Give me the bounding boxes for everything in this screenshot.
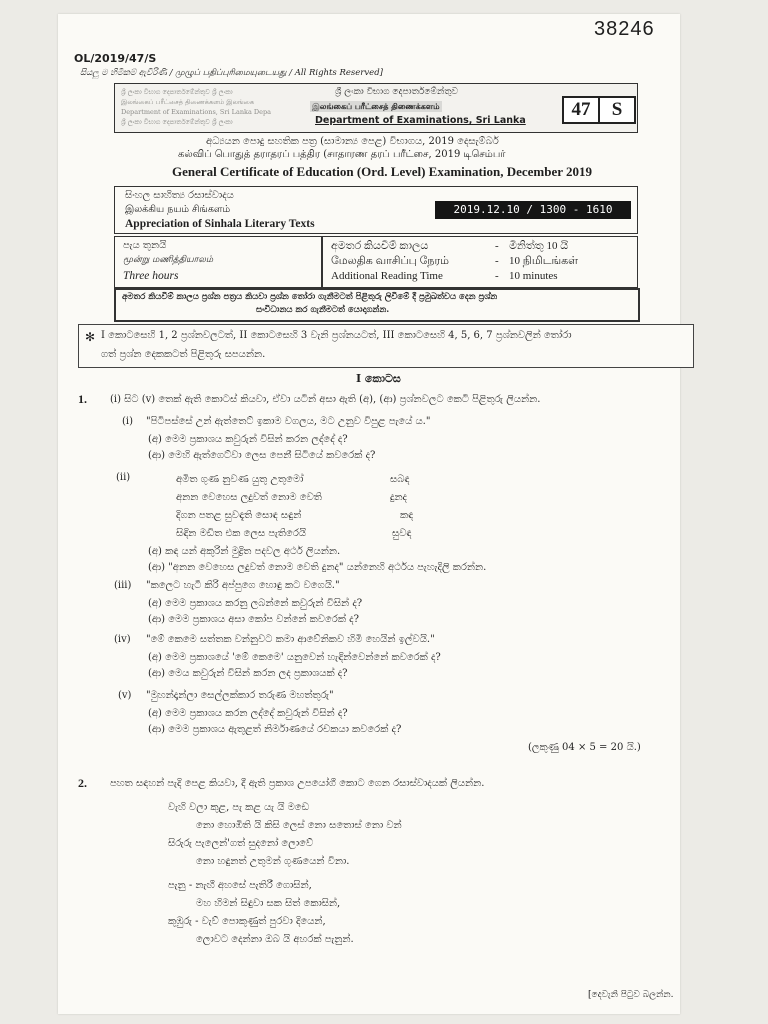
reading-time-label: மேலதிக வாசிப்பு நேரம்: [331, 255, 450, 267]
answer-instruction-box: [78, 324, 694, 368]
poem-line: වැහි වලා කුළ, පැ කළ යැ යි මඩෙ: [168, 802, 310, 813]
reading-time-value: 10 minutes: [509, 270, 558, 282]
verse-line: අනන වෙහෙස ලදුවත් නොම වෙති: [176, 492, 322, 503]
serial-number: 38246: [594, 18, 655, 40]
poem-line: සිරුරු පැලෙන්'ගත් සුදනෝ ලොවේ: [168, 838, 314, 849]
sub-question-part: (අ) මෙම ප්‍රකාශය කවුරුන් විසින් කරන ලද්දේ ද?: [148, 434, 348, 445]
exam-title-english: General Certificate of Education (Ord. Level) Examination, December 2019: [172, 164, 593, 179]
sub-question-label: (ii): [116, 472, 131, 483]
department-sinhala: ශ්‍රී ලංකා විභාග දෙපාර්තමේන්තුව: [335, 87, 459, 97]
sub-question-label: (iv): [114, 634, 131, 645]
exam-title-tamil: கல்விப் பொதுத் தராதரப் பத்திர (சாதாரண தரப் பரீட்சை, 2019 டிசெம்பர்: [178, 149, 506, 160]
question-intro: (i) සිට (v) තෙක් ඇති කොටස් කියවා, ඒවා යටින් අසා ඇති (අ), (ආ) ප්‍රශ්නවලට කෙටි පිළිතුරු ලියන්න.: [110, 394, 541, 405]
reading-time-value: මිනිත්තු 10 යි: [509, 240, 569, 252]
star-icon: ✻: [85, 330, 96, 344]
question-number: 1.: [78, 392, 87, 406]
rights-reserved-line: සියලු ම හිමිකම් ඇවිරිණි / முழுப் பதிப்புரிமையுடையது / All Rights Reserved]: [80, 68, 383, 78]
reading-time-row: Additional Reading Time - 10 minutes: [331, 270, 558, 282]
sub-question-part: (අ) කඳ යන් අකුරින් මුද්‍රිත පදවල අර්ථ ලියන්න.: [148, 546, 341, 557]
poem-line: ලොවට දෙන්නා ඔබ යි අහරක් පැනුන්.: [196, 934, 354, 945]
answer-instruction-line: ගත් ප්‍රශ්න දෙකකටත් පිළිතුරු සපයන්න.: [101, 349, 266, 360]
sub-question-quote: "මුහන්දෑන්ලා සෙල්ලක්කාර තරුණ මහත්තුරු": [146, 690, 334, 701]
reading-time-box: [322, 236, 638, 288]
reading-time-row: மேலதிக வாசிப்பு நேரம் - 10 நிமிடங்கள்: [331, 255, 579, 267]
exam-datetime: 2019.12.10 / 1300 - 1610: [435, 201, 631, 219]
sub-question-quote: "කලෙට හැටී කිරි අප්පුගෙ හොඳු කට වගෙයි.": [146, 580, 340, 591]
faint-watermark-line: ශ්‍රී ලංකා විභාග දෙපාර්තමේන්තුව ශ්‍රී ලංකා: [121, 88, 233, 96]
sub-question-part: (ආ) "අනන වෙහෙස ලදුවත් නොම වෙති දුනද" යන්නෙහි අර්ථය පැහැදිලි කරන්න.: [148, 562, 487, 573]
answer-instruction-line: I කොටසෙහි 1, 2 ප්‍රශ්නවලටත්, II කොටසෙහි 3 වැනි ප්‍රශ්නයටත්, III කොටසෙහි 4, 5, 6, 7 ප්‍රශ්නවලින් තෝරා: [101, 330, 572, 341]
sub-question-part: (ආ) මෙම ප්‍රකාශය ඇතුළත් නිර්මාණයේ රචකයා කවරෙක් ද?: [148, 724, 402, 735]
duration-sinhala: පැය තුනයි: [123, 240, 167, 251]
duration-tamil: மூன்று மணித்தியாலம்: [123, 255, 214, 265]
reading-time-label: අමතර කියවීම් කාලය: [331, 240, 429, 252]
poem-line: නො හොඹිති යි කිසි ලෙස් නො සතොස් නො වන්: [196, 820, 402, 831]
sub-question-quote: "පිටිපස්සේ උන් ඇත්තෙට් ඉකාම වගලය, මට උනුව විපුළ පැයේ ය.": [146, 416, 431, 427]
reading-instruction-box: [114, 288, 640, 322]
marks-allocation: (ලකුණු 04 × 5 = 20 යි.): [528, 742, 641, 753]
department-english: Department of Examinations, Sri Lanka: [315, 115, 526, 126]
verse-line: සිඳින මඩිත එක ලෙස පැතිරෙයි: [176, 528, 307, 539]
duration-english: Three hours: [123, 270, 179, 282]
verse-line-end: කඳ: [400, 510, 414, 521]
verse-line-end: දුනද: [390, 492, 407, 503]
exam-title-block: [114, 134, 636, 184]
sub-question-part: (අ) මෙම ප්‍රකාශයේ 'මේ කෙමෙ' යනුවෙන් හැඳින්වෙන්නේ කවරෙක් ද?: [148, 652, 441, 663]
poem-line: පැනු - නැඟී අහසේ පැතිරී ගොසින්,: [168, 880, 312, 891]
department-tamil: இலங்கைப் பரீட்சைத் திணைக்களம்: [312, 101, 440, 111]
faint-watermark-line: இலங்கைப் பரீட்சைத் திணைக்களம் இலங்கை: [121, 98, 254, 106]
verse-line: දිගන පතළ සුවඳැති සොඳ සඳුන්: [176, 510, 302, 521]
part-title: I කොටස: [356, 372, 401, 385]
sub-question-label: (v): [118, 690, 132, 701]
department-box: [114, 83, 638, 133]
verse-line-end: සබඳ: [390, 474, 410, 485]
sub-question-part: (අ) මෙම ප්‍රකාශය කරනු ලබන්නේ කවුරුන් විසින් ද?: [148, 598, 363, 609]
subject-box: [114, 186, 638, 234]
reading-instruction-line: අමතර කියවීම් කාලය ප්‍රශ්න පත්‍රය කියවා ප්‍රශ්න තෝරා ගැනීමටත් පිළිතුරු ලිවීමේ දී ප්‍රමුඛත්වය දෙන ප්‍රශ්න: [122, 292, 498, 302]
verse-line: අමිත ගුණ නුවණ යුතු උතුමෝ: [176, 474, 304, 485]
paper-medium: S: [611, 99, 623, 120]
question-number: 2.: [78, 776, 87, 790]
poem-line: නො හඳුනත් උතුමන් ගුණයෙන් විනා.: [196, 856, 350, 867]
sub-question-part: (ආ) මෙම ප්‍රකාශය අසා කෝප වන්නේ කවරෙක් ද?: [148, 614, 359, 625]
paper-code: OL/2019/47/S: [74, 52, 157, 65]
poem-line: කුඹුරු - වැව් පොකුණුත් පුරවා දියෙන්,: [168, 916, 326, 927]
reading-time-label: Additional Reading Time: [331, 270, 443, 282]
subject-sinhala: සිංහල සාහිත්‍ය රසාස්වාදය: [125, 190, 234, 201]
paper-number: 47: [564, 98, 600, 122]
reading-time-value: 10 நிமிடங்கள்: [509, 255, 579, 267]
sub-question-label: (i): [122, 416, 134, 427]
sub-question-part: (අ) මෙම ප්‍රකාශය කරන ලද්දේ කවුරුන් විසින් ද?: [148, 708, 348, 719]
faint-watermark-line: ශ්‍රී ලංකා විභාග දෙපාර්තමේන්තුව ශ්‍රී ලංකා: [121, 118, 233, 126]
reading-instruction-line: සංවිධානය කර ගැනීමටත් යොදාගන්න.: [256, 305, 390, 315]
subject-english: Appreciation of Sinhala Literary Texts: [125, 218, 315, 230]
sub-question-label: (iii): [114, 580, 132, 591]
turn-page-note: [දෙවැනි පිටුව බලන්න.: [588, 990, 674, 1000]
paper-number-box: [562, 96, 636, 124]
reading-time-row: අමතර කියවීම් කාලය - මිනිත්තු 10 යි: [331, 240, 569, 252]
exam-title-sinhala: අධ්‍යයන පොදු සහතික පත්‍ර (සාමාන්‍ය පෙළ) විභාගය, 2019 දෙසැම්බර්: [206, 136, 499, 147]
poem-line: මහ හිමන් සිඳුවා සක සිත් කොසින්,: [196, 898, 341, 909]
faint-watermark-line: Department of Examinations, Sri Lanka Depa: [121, 108, 271, 116]
sub-question-quote: "මේ කෙමෙ සත්තක වන්නුවට කමා ආවේනිකව හිමි හෙයින් ඉල්වයි.": [146, 634, 435, 645]
subject-tamil: இலக்கிய நயம் சிங்களம்: [125, 204, 231, 215]
question-intro: පහත සඳහන් පැදි පෙළ කියවා, දී ඇති ප්‍රකාශ උපයෝගී කොට ගෙන රසාස්වාදයක් ලියන්න.: [110, 778, 485, 789]
duration-box: [114, 236, 322, 288]
sub-question-part: (ආ) මෙය කවුරුන් විසින් කරන ලද ප්‍රකාශයක් ද?: [148, 668, 348, 679]
sub-question-part: (ආ) මෙහි ඇත්ගෙට්වා ලෙස පෙනී සිටියේ කවරෙක් ද?: [148, 450, 376, 461]
verse-line-end: සුවඳ: [392, 528, 412, 539]
